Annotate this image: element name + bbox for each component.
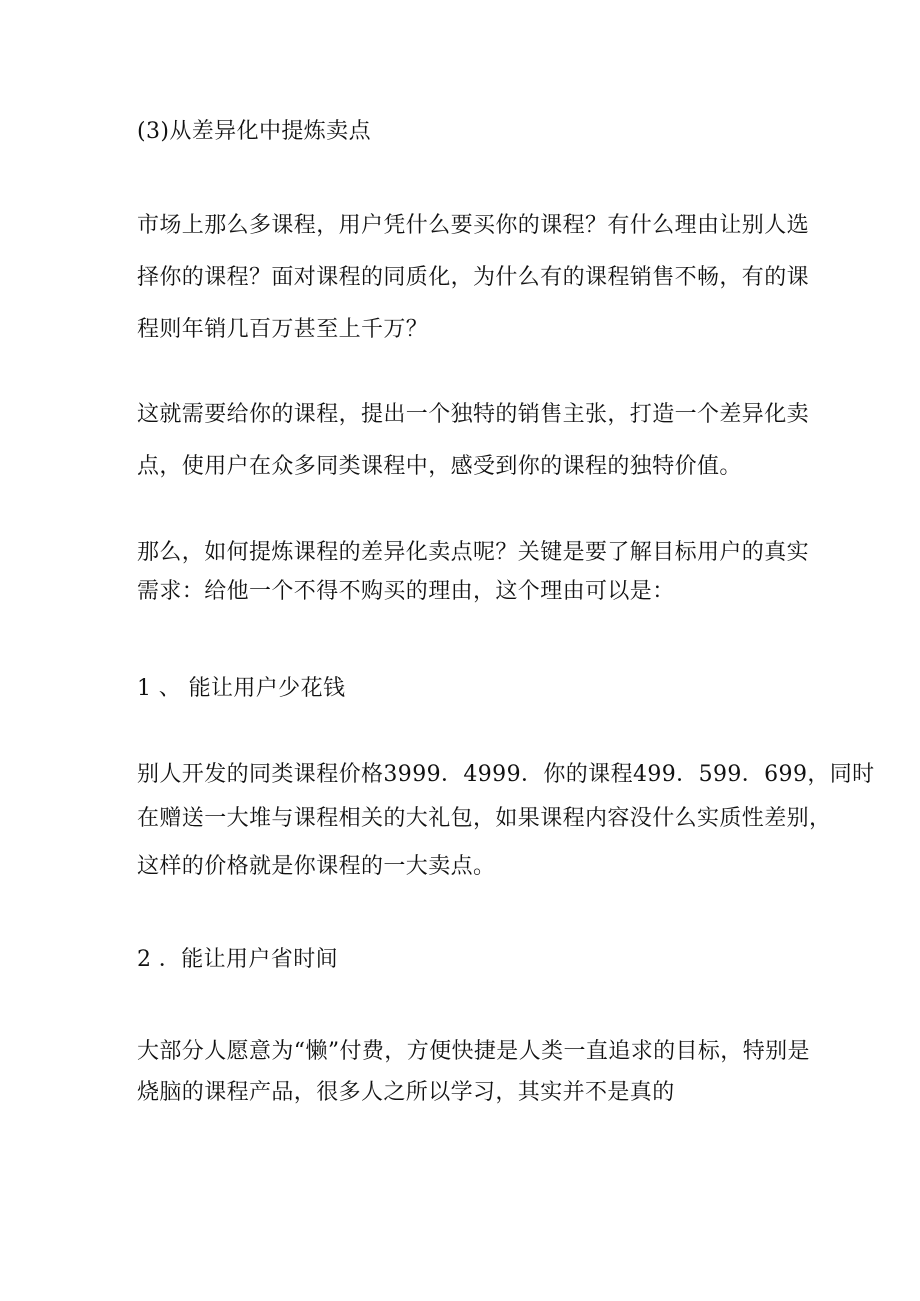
- paragraph-1-line-1: 市场上那么多课程，用户凭什么要买你的课程？有什么理由让别人选: [137, 213, 810, 238]
- paragraph-3-line-2: 需求：给他一个不得不购买的理由，这个理由可以是：: [137, 579, 675, 604]
- item-1-heading: 1 、 能让用户少花钱: [137, 676, 346, 701]
- item-2-heading: 2 ．能让用户省时间: [137, 947, 338, 972]
- paragraph-1-line-2: 择你的课程？面对课程的同质化，为什么有的课程销售不畅，有的课: [137, 265, 810, 290]
- paragraph-5-line-1: 大部分人愿意为“懒”付费，方便快捷是人类一直追求的目标，特别是: [137, 1039, 810, 1064]
- paragraph-3-line-1: 那么，如何提炼课程的差异化卖点呢？关键是要了解目标用户的真实: [137, 540, 810, 565]
- paragraph-4-line-3: 这样的价格就是你课程的一大卖点。: [137, 854, 496, 879]
- paragraph-1-line-3: 程则年销几百万甚至上千万？: [137, 317, 429, 342]
- paragraph-4-line-2: 在赠送一大堆与课程相关的大礼包，如果课程内容没什么实质性差别，: [137, 806, 832, 831]
- section-heading: (3)从差异化中提炼卖点: [137, 119, 371, 144]
- paragraph-5-line-2: 烧脑的课程产品，很多人之所以学习，其实并不是真的: [137, 1080, 675, 1105]
- paragraph-4-line-1: 别人开发的同类课程价格3999．4999．你的课程499．599．699，同时: [137, 762, 875, 787]
- paragraph-2-line-1: 这就需要给你的课程，提出一个独特的销售主张，打造一个差异化卖: [137, 402, 810, 427]
- paragraph-2-line-2: 点，使用户在众多同类课程中，感受到你的课程的独特价值。: [137, 454, 742, 479]
